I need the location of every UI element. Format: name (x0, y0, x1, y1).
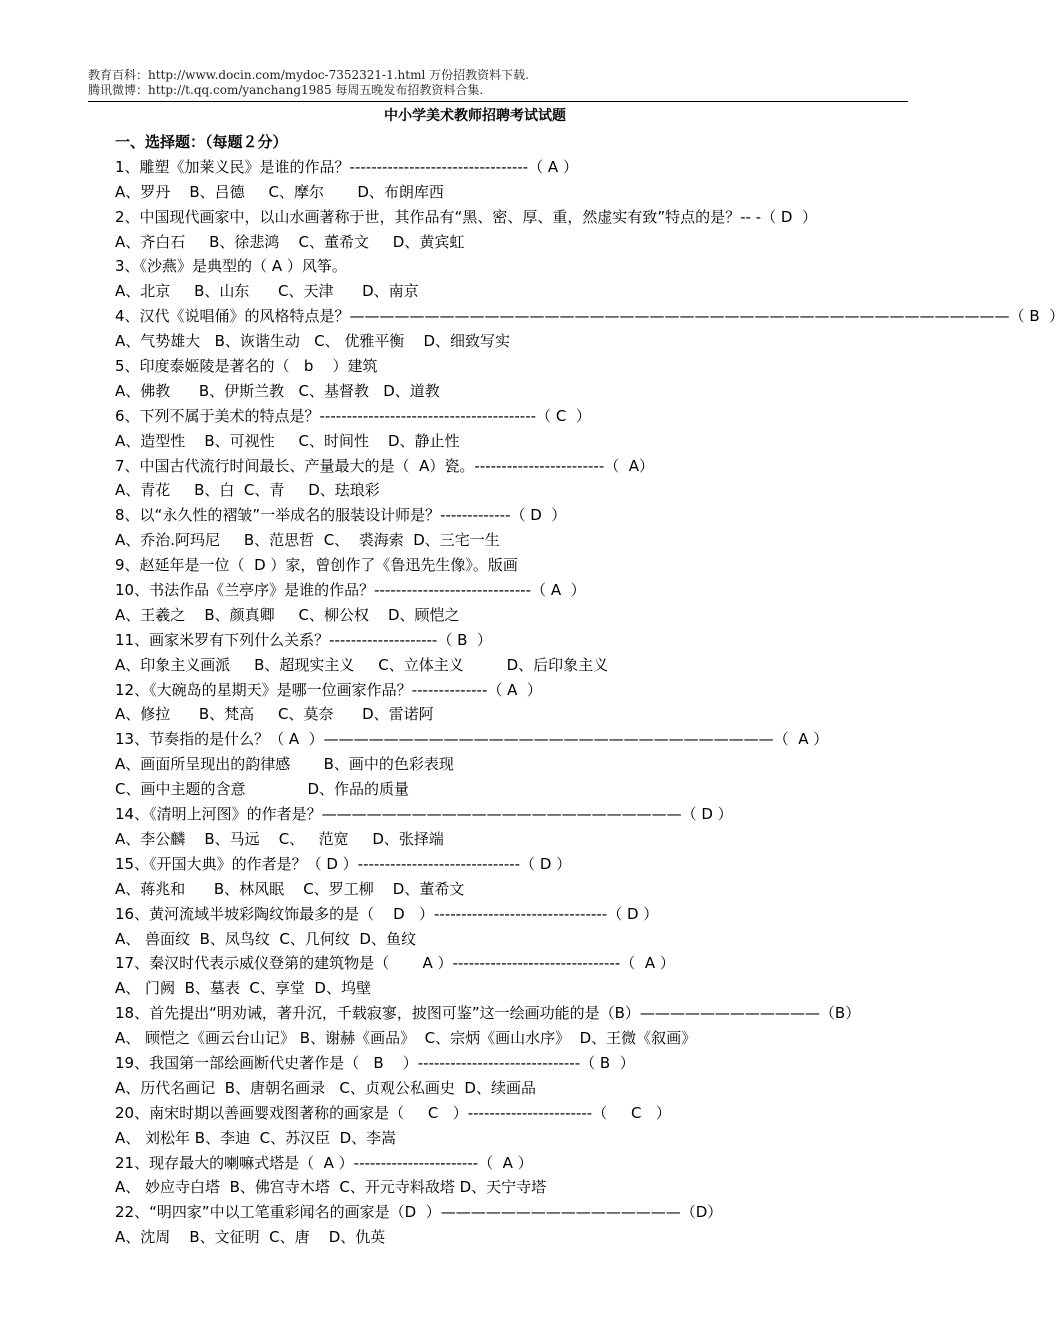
question-line: 10、书法作品《兰亭序》是谁的作品？-----------------------------（ A ） (115, 581, 586, 600)
page-header (88, 68, 908, 98)
answer-options-line: A、造型性 B、可视性 C、时间性 D、静止性 (115, 431, 460, 450)
answer-options-line: A、沈周 B、文征明 C、唐 D、仇英 (115, 1228, 386, 1247)
question-line: 8、以“永久性的褶皱”一举成名的服装设计师是？-------------（ D ） (115, 506, 567, 525)
header-line-2: 腾讯微博：http://t.qq.com/yanchang1985 每周五晚发布招教资料合集. (88, 83, 484, 97)
question-line: 12、《大碗岛的星期天》是哪一位画家作品？--------------（ A ） (115, 680, 542, 699)
answer-options-line: A、画面所呈现出的韵律感 B、画中的色彩表现 (115, 755, 454, 774)
answer-options-line: A、李公麟 B、马远 C、 范宽 D、张择端 (115, 829, 444, 848)
question-line: 17、秦汉时代表示威仪登第的建筑物是（ A ）-------------------------------（ A ） (115, 954, 675, 973)
question-line: 15、《开国大典》的作者是？（ D ）------------------------------（ D ） (115, 854, 572, 873)
answer-options-line: A、 刘松年 B、李迪 C、苏汉臣 D、李嵩 (115, 1128, 397, 1147)
answer-options-line: A、修拉 B、梵高 C、莫奈 D、雷诺阿 (115, 705, 434, 724)
question-line: 2、中国现代画家中，以山水画著称于世，其作品有“黑、密、厚、重，然虚实有致”特点的是？-- -（ D ） (115, 207, 817, 226)
header-divider (88, 101, 908, 102)
section-heading: 一、选择题：（每题２分） (115, 133, 288, 151)
answer-options-line: A、北京 B、山东 C、天津 D、南京 (115, 282, 419, 301)
question-line: 18、首先提出“明劝诫，著升沉，千载寂寥，披图可鉴”这一绘画功能的是（B）————————————（B） (115, 1004, 861, 1023)
question-line: 3、《沙燕》是典型的（ A ）风筝。 (115, 257, 347, 276)
answer-options-line: A、历代名画记 B、唐朝名画录 C、贞观公私画史 D、续画品 (115, 1078, 536, 1097)
answer-options-line: A、乔治.阿玛尼 B、范思哲 C、 裘海索 D、三宅一生 (115, 531, 500, 550)
answer-options-line: A、气势雄大 B、诙谐生动 C、 优雅平衡 D、细致写实 (115, 332, 511, 351)
answer-options-line: A、 妙应寺白塔 B、佛宫寺木塔 C、开元寺料敌塔 D、天宁寺塔 (115, 1178, 547, 1197)
answer-options-line: A、罗丹 B、吕德 C、摩尔 D、布朗库西 (115, 182, 444, 201)
answer-options-line: A、蒋兆和 B、林风眠 C、罗工柳 D、董希文 (115, 879, 465, 898)
question-line: 22、“明四家”中以工笔重彩闻名的画家是（D ）————————————————（D） (115, 1203, 723, 1222)
answer-options-line: A、 兽面纹 B、凤鸟纹 C、几何纹 D、鱼纹 (115, 929, 416, 948)
answer-options-line: A、佛教 B、伊斯兰教 C、基督教 D、道教 (115, 381, 440, 400)
question-line: 13、节奏指的是什么？（ A ）——————————————————————————————（ A ） (115, 730, 829, 749)
answer-options-line: A、王羲之 B、颜真卿 C、柳公权 D、顾恺之 (115, 605, 460, 624)
answer-options-line: A、印象主义画派 B、超现实主义 C、立体主义 D、后印象主义 (115, 655, 609, 674)
question-line: 9、赵延年是一位（ D ）家，曾创作了《鲁迅先生像》。版画 (115, 556, 518, 575)
question-line: 6、下列不属于美术的特点是？----------------------------------------（ C ） (115, 406, 591, 425)
question-line: 14、《清明上河图》的作者是？————————————————————————（ D ） (115, 805, 733, 824)
question-line: 11、画家米罗有下列什么关系？--------------------（ B ） (115, 630, 492, 649)
question-line: 19、我国第一部绘画断代史著作是（ B ）------------------------------（ B ） (115, 1053, 635, 1072)
answer-options-line: A、 顾恺之《画云台山记》 B、谢赫《画品》 C、宗炳《画山水序》 D、王微《叙画》 (115, 1029, 697, 1048)
exam-body (115, 130, 1064, 1250)
question-line: 4、汉代《说唱俑》的风格特点是？————————————————————————————————————————————（ B ） (115, 307, 1064, 326)
question-list (115, 155, 1064, 1250)
document-title: 中小学美术教师招聘考试试题 (384, 108, 566, 124)
question-line: 16、黄河流域半坡彩陶纹饰最多的是（ D ）--------------------------------（ D ） (115, 904, 659, 923)
answer-options-line: A、青花 B、白 C、青 D、珐琅彩 (115, 481, 380, 500)
question-line: 20、南宋时期以善画婴戏图著称的画家是（ C ）-----------------------（ C ） (115, 1103, 671, 1122)
header-line-1: 教育百科：http://www.docin.com/mydoc-7352321-1.html 万份招教资料下载. (88, 68, 529, 82)
answer-options-line: A、 门阙 B、墓表 C、享堂 D、坞壁 (115, 979, 371, 998)
answer-options-line: C、画中主题的含意 D、作品的质量 (115, 780, 410, 799)
question-line: 5、印度泰姬陵是著名的（ b ）建筑 (115, 357, 378, 376)
question-line: 7、中国古代流行时间最长、产量最大的是（ A）瓷。------------------------（ A） (115, 456, 655, 475)
answer-options-line: A、齐白石 B、徐悲鸿 C、董希文 D、黄宾虹 (115, 232, 465, 251)
question-line: 1、雕塑《加莱义民》是谁的作品？---------------------------------（ A ） (115, 157, 578, 176)
question-line: 21、现存最大的喇嘛式塔是（ A ）-----------------------（ A ） (115, 1153, 533, 1172)
